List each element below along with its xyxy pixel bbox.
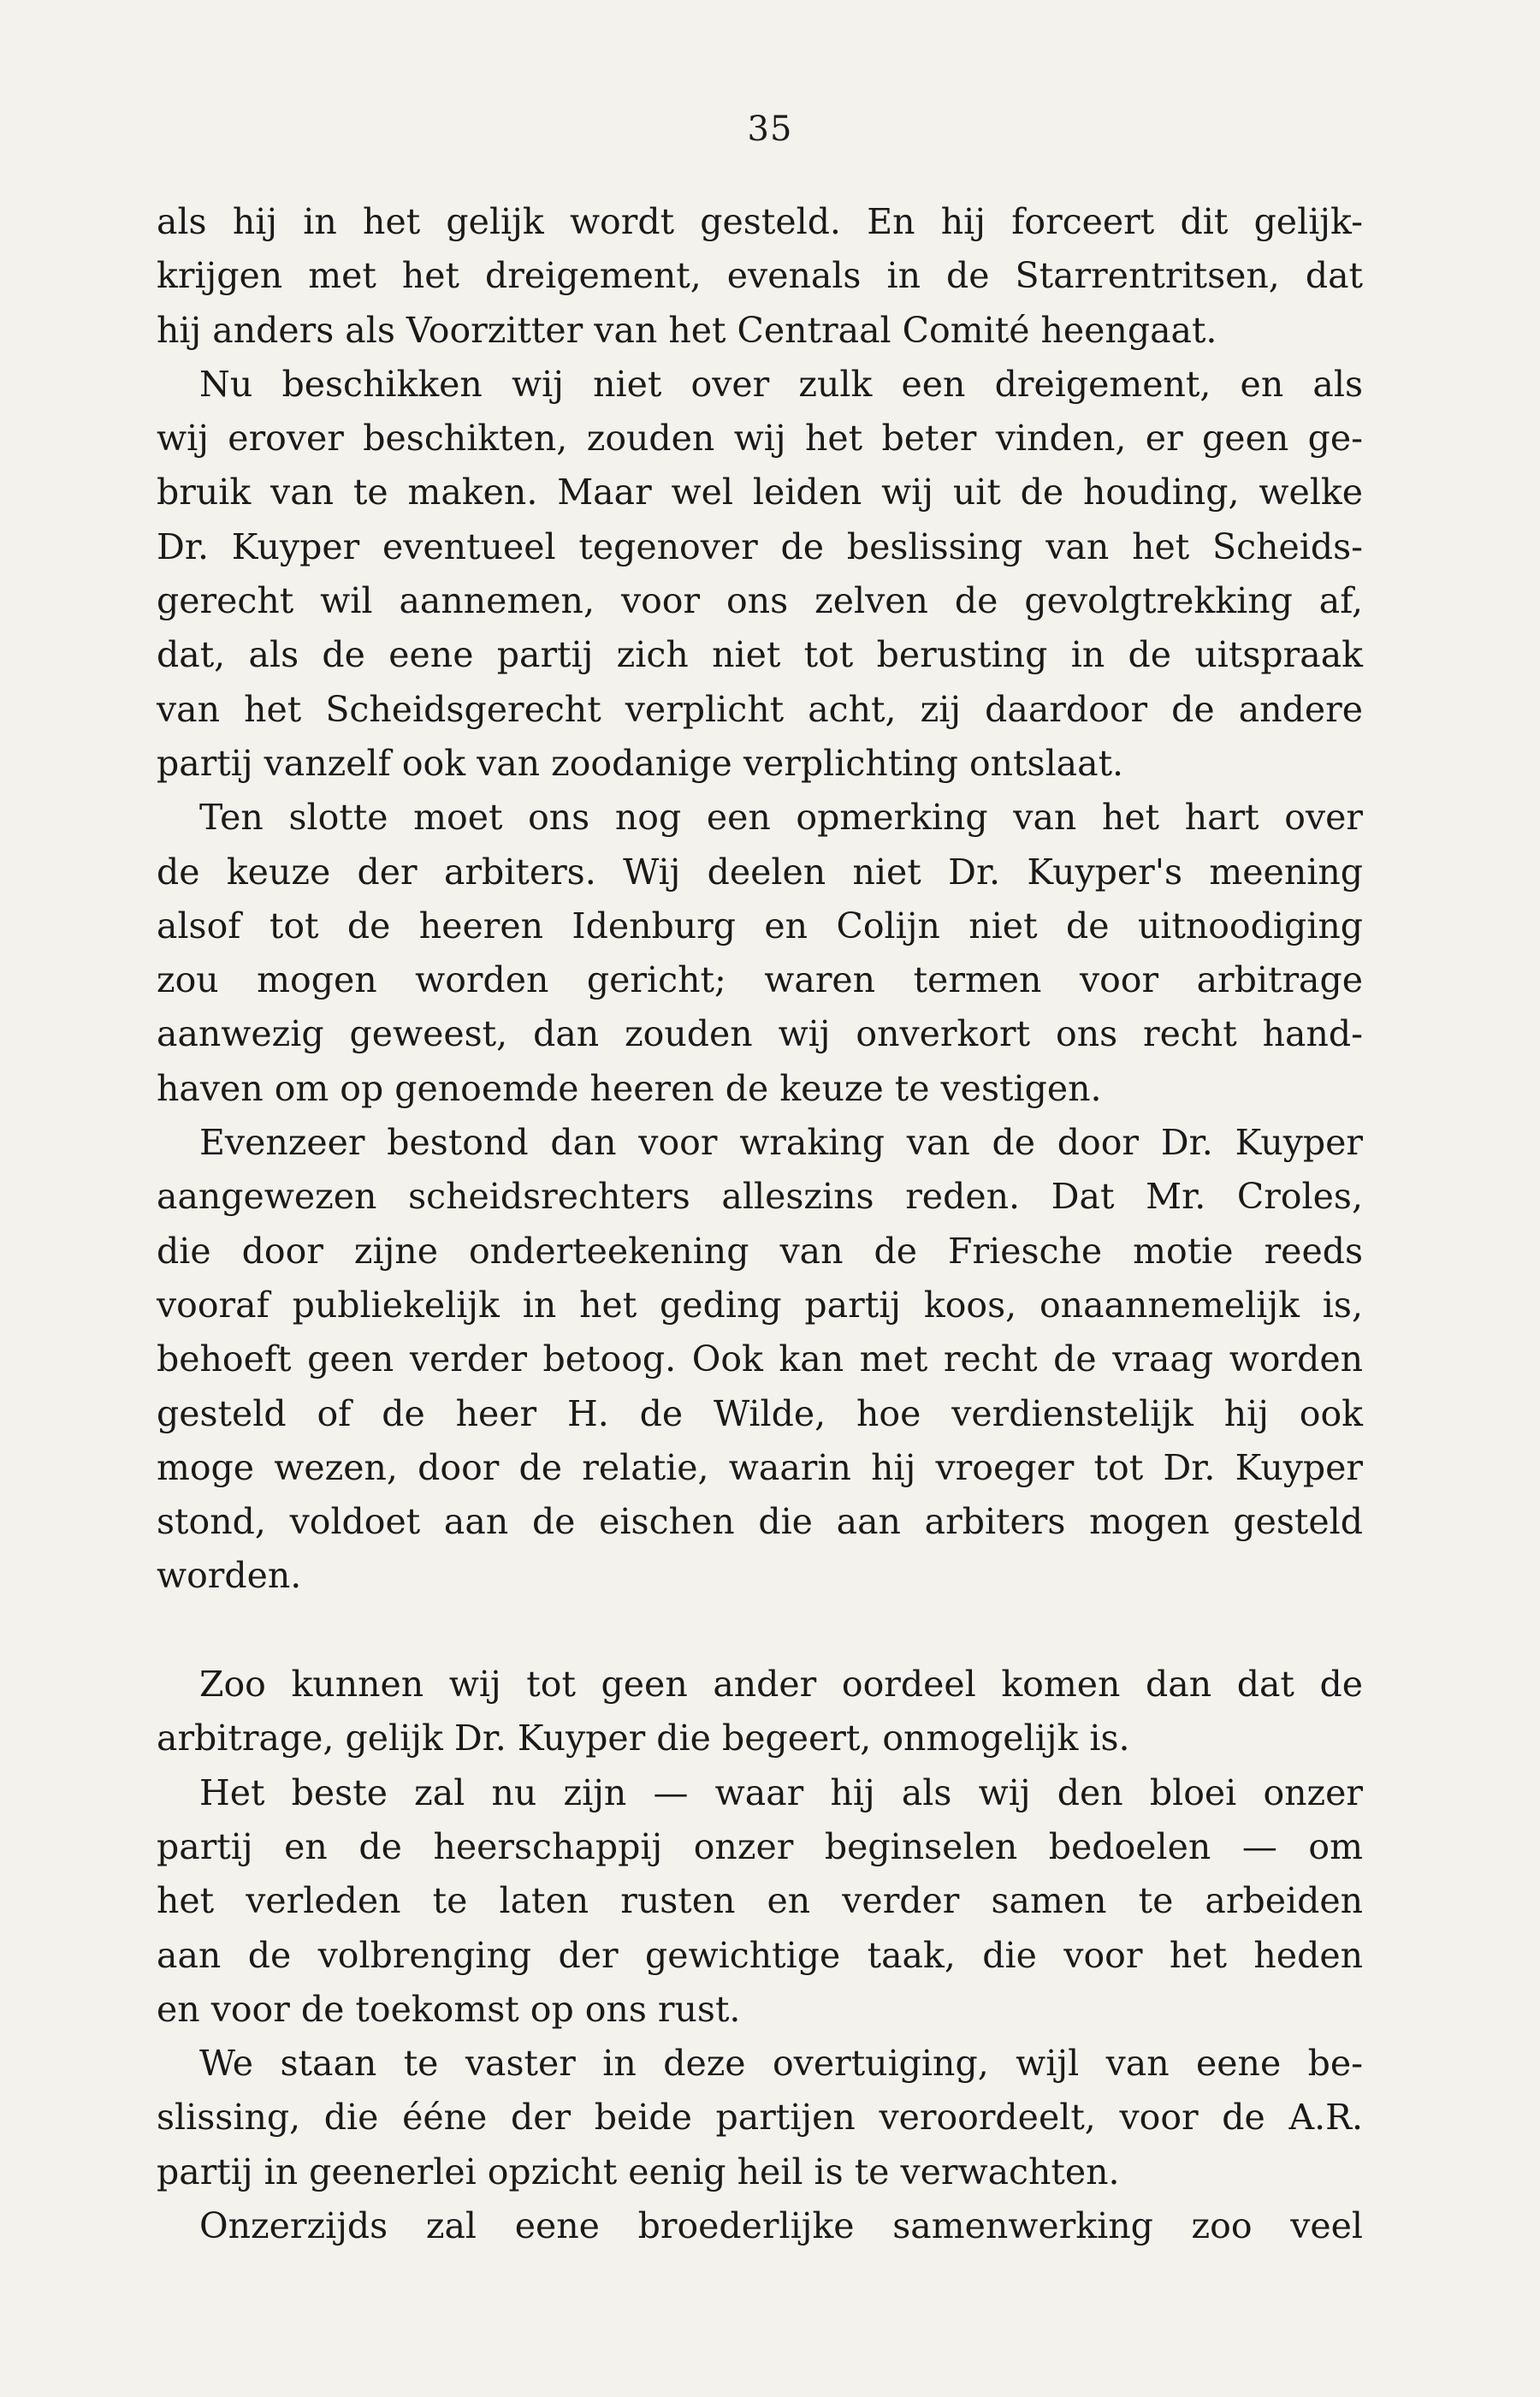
text-line: alsof tot de heeren Idenburg en Colijn niet de uitnoodiging (157, 905, 1363, 946)
text-line: die door zijne onderteekening van de Friesche motie reeds (157, 1230, 1363, 1272)
text-line: Zoo kunnen wij tot geen ander oordeel komen dan dat de (199, 1664, 1363, 1706)
paragraph (157, 1658, 1363, 1766)
section-gap (157, 1604, 1363, 1658)
text-line: aangewezen scheidsrechters alleszins reden. Dat Mr. Croles, (157, 1176, 1363, 1218)
text-line: haven om op genoemde heeren de keuze te vestigen. (157, 1067, 1102, 1109)
paragraph (157, 2037, 1363, 2199)
text-line: wij erover beschikten, zouden wij het beter vinden, er geen ge- (157, 418, 1363, 460)
paragraph (157, 358, 1363, 791)
text-line: het verleden te laten rusten en verder samen te arbeiden (157, 1880, 1363, 1922)
text-line: hij anders als Voorzitter van het Centraal Comité heengaat. (157, 309, 1217, 351)
text-line: Het beste zal nu zijn — waar hij als wij den bloei onzer (199, 1771, 1363, 1813)
body-text (157, 195, 1363, 2253)
text-line: worden. (157, 1555, 302, 1597)
text-line: partij en de heerschappij onzer beginselen bedoelen — om (157, 1825, 1363, 1867)
paragraph (157, 195, 1363, 358)
text-line: aan de volbrenging der gewichtige taak, die voor het heden (157, 1934, 1363, 1976)
text-line: gesteld of de heer H. de Wilde, hoe verdienstelijk hij ook (157, 1392, 1363, 1434)
text-line: Nu beschikken wij niet over zulk een dreigement, en als (199, 363, 1363, 405)
text-line: van het Scheidsgerecht verplicht acht, zij daardoor de andere (157, 688, 1363, 730)
text-line: zou mogen worden gericht; waren termen voor arbitrage (157, 959, 1363, 1001)
text-line: krijgen met het dreigement, evenals in de Starrentritsen, dat (157, 255, 1363, 297)
text-line: We staan te vaster in deze overtuiging, wijl van eene be- (199, 2043, 1363, 2085)
text-line: dat, als de eene partij zich niet tot berusting in de uitspraak (157, 634, 1363, 676)
text-line: vooraf publiekelijk in het geding partij koos, onaannemelijk is, (157, 1284, 1363, 1326)
text-line: aanwezig geweest, dan zouden wij onverkort ons recht hand- (157, 1013, 1363, 1055)
paragraph (157, 791, 1363, 1116)
paragraph (157, 1766, 1363, 2037)
text-line: als hij in het gelijk wordt gesteld. En hij forceert dit gelijk- (157, 201, 1363, 242)
text-line: moge wezen, door de relatie, waarin hij vroeger tot Dr. Kuyper (157, 1446, 1363, 1488)
text-line: Ten slotte moet ons nog een opmerking van het hart over (199, 797, 1363, 839)
text-line: bruik van te maken. Maar wel leiden wij uit de houding, welke (157, 472, 1363, 513)
paragraph (157, 2199, 1363, 2253)
text-line: en voor de toekomst op ons rust. (157, 1988, 741, 2030)
text-line: stond, voldoet aan de eischen die aan arbiters mogen gesteld (157, 1501, 1363, 1543)
text-line: gerecht wil aannemen, voor ons zelven de gevolgtrekking af, (157, 580, 1363, 622)
text-line: slissing, die ééne der beide partijen veroordeelt, voor de A.R. (157, 2097, 1363, 2139)
text-line: partij in geenerlei opzicht eenig heil is te verwachten. (157, 2151, 1120, 2192)
paragraph (157, 1116, 1363, 1604)
text-line: Evenzeer bestond dan voor wraking van de door Dr. Kuyper (199, 1122, 1363, 1164)
text-line: behoeft geen verder betoog. Ook kan met recht de vraag worden (157, 1338, 1363, 1380)
text-line: Dr. Kuyper eventueel tegenover de beslissing van het Scheids- (157, 525, 1363, 567)
text-line: arbitrage, gelijk Dr. Kuyper die begeert, onmogelijk is. (157, 1718, 1130, 1759)
text-line: de keuze der arbiters. Wij deelen niet Dr. Kuyper's meening (157, 851, 1363, 893)
text-line: partij vanzelf ook van zoodanige verplichting ontslaat. (157, 742, 1124, 784)
text-line: Onzerzijds zal eene broederlijke samenwerking zoo veel (199, 2204, 1363, 2246)
page-number: 35 (747, 110, 793, 149)
